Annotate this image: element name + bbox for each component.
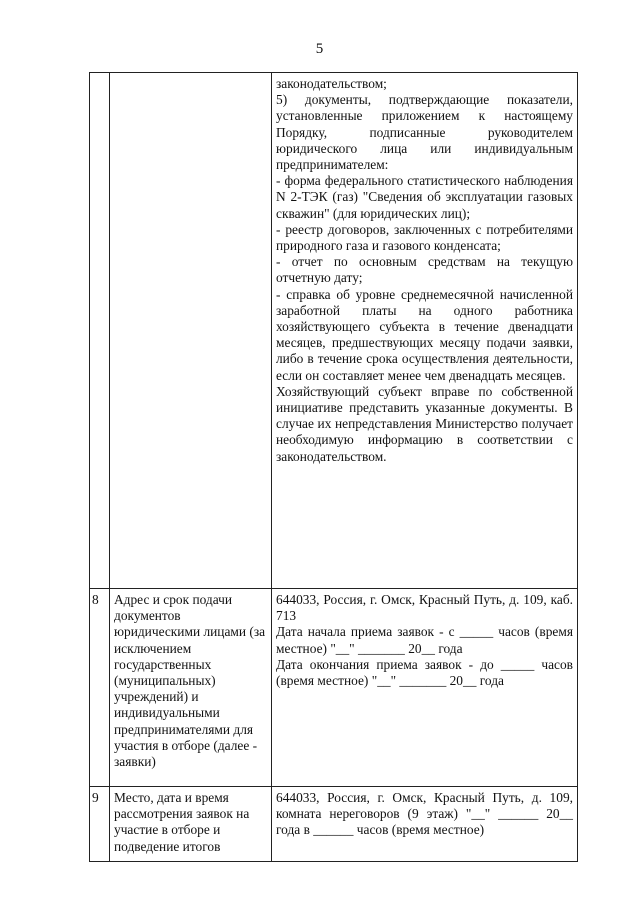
- row-content-cell: [272, 787, 578, 862]
- paragraph: 644033, Россия, г. Омск, Красный Путь, д. 109, комната нереговоров (9 этаж) "__" ______ 20__ года в ______ часов (время местное): [276, 790, 573, 838]
- table-row: [90, 787, 578, 862]
- row-number-cell: [90, 73, 110, 589]
- paragraph: - справка об уровне среднемесячной начисленной заработной платы на одного работника хозяйствующего субъекта в течение двенадцати месяцев, предшествующих месяцу подачи заявки, либо в течение срока осуществления деятельности, если он составляет менее чем двенадцать месяцев.: [276, 286, 573, 383]
- paragraph: 5) документы, подтверждающие показатели, установленные приложением к настоящему Порядку, подписанные руководителем юридического лица или индивидуальным предпринимателем:: [276, 92, 573, 173]
- row-name-cell: Адрес и срок подачи документов юридическими лицами (за исключением государственных (муниципальных) учреждений) и индивидуальными предпринимателями для участия в отборе (далее - заявки): [110, 589, 272, 787]
- paragraph: - отчет по основным средствам на текущую отчетную дату;: [276, 254, 573, 286]
- paragraph: 644033, Россия, г. Омск, Красный Путь, д. 109, каб. 713: [276, 592, 573, 624]
- table-row: [90, 73, 578, 589]
- paragraph: Хозяйствующий субъект вправе по собственной инициативе представить указанные документы. В случае их непредставления Министерство получает необходимую информацию в соответствии с законодательством.: [276, 383, 573, 464]
- paragraph: - реестр договоров, заключенных с потребителями природного газа и газового конденсата;: [276, 221, 573, 254]
- paragraph: Дата окончания приема заявок - до _____ часов (время местное) "__" _______ 20__ года: [276, 656, 573, 689]
- paragraph: Дата начала приема заявок - с _____ часов (время местное) "__" _______ 20__ года: [276, 624, 573, 656]
- table-row: [90, 589, 578, 787]
- row-number-cell: 8: [90, 589, 110, 787]
- row-name-cell: Место, дата и время рассмотрения заявок на участие в отборе и подведение итогов: [110, 787, 272, 862]
- paragraph: - форма федерального статистического наблюдения N 2-ТЭК (газ) "Сведения об эксплуатации газовых скважин" (для юридических лиц);: [276, 173, 573, 221]
- procedure-table: [89, 72, 578, 862]
- paragraph: законодательством;: [276, 76, 387, 91]
- row-content-cell: [272, 589, 578, 787]
- row-content-cell: [272, 73, 578, 589]
- row-number-cell: 9: [90, 787, 110, 862]
- page-number: 5: [315, 41, 324, 57]
- row-name-cell: [110, 73, 272, 589]
